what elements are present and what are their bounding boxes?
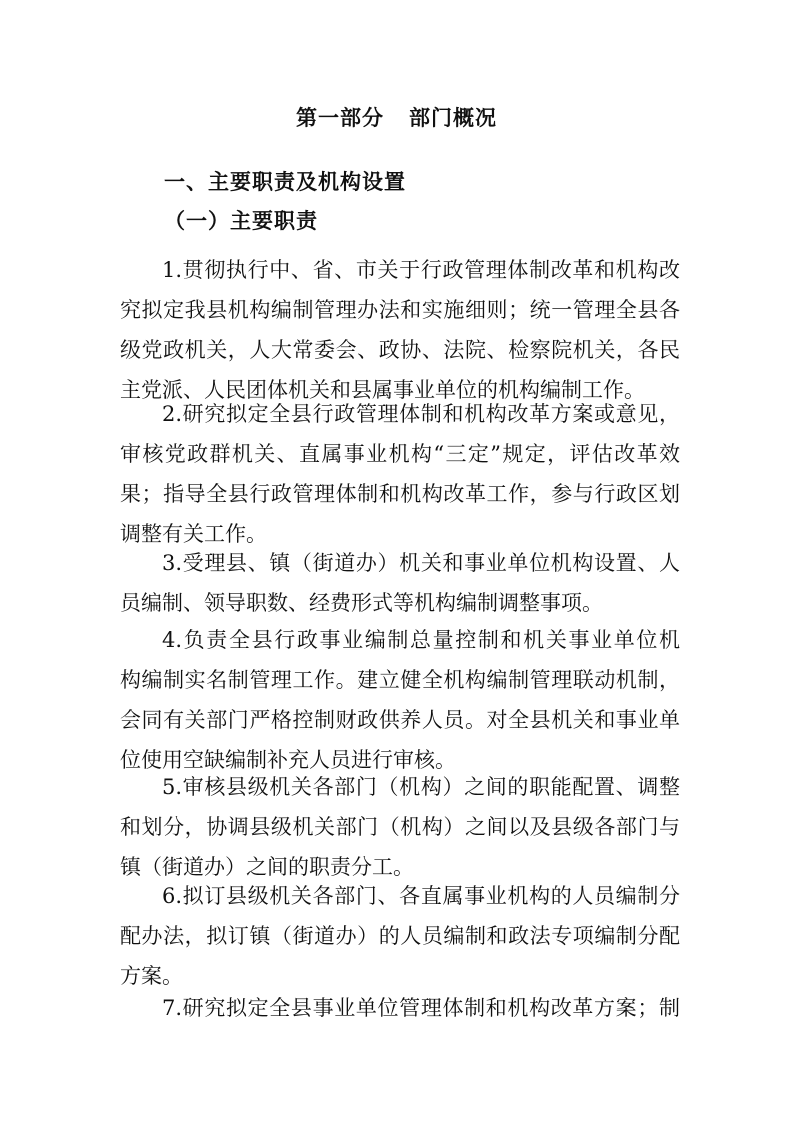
text-line: 级党政机关，人大常委会、政协、法院、检察院机关，各民 xyxy=(120,338,680,362)
subsection-heading: （一）主要职责 xyxy=(164,209,318,233)
text-line: 会同有关部门严格控制财政供养人员。对全县机关和事业单 xyxy=(120,708,680,732)
paragraph-4 xyxy=(120,620,680,780)
text-line: 员编制、领导职数、经费形式等机构编制调整事项。 xyxy=(120,591,603,615)
text-line: 究拟定我县机构编制管理办法和实施细则；统一管理全县各 xyxy=(120,298,680,322)
text-line: 位使用空缺编制补充人员进行审核。 xyxy=(120,748,456,772)
paragraph-1 xyxy=(120,250,680,410)
text-line: 审核党政群机关、直属事业机构“三定”规定，评估改革效 xyxy=(120,442,680,466)
text-line: 和划分，协调县级机关部门（机构）之间以及县级各部门与 xyxy=(120,815,680,839)
text-line: 方案。 xyxy=(120,964,183,988)
text-line: 构编制实名制管理工作。建立健全机构编制管理联动机制， xyxy=(120,668,680,692)
text-line: 1.贯彻执行中、省、市关于行政管理体制改革和机构改 xyxy=(162,258,680,282)
text-line: 2.研究拟定全县行政管理体制和机构改革方案或意见， xyxy=(162,402,680,426)
paragraph-2 xyxy=(120,394,680,554)
text-line: 镇（街道办）之间的职责分工。 xyxy=(120,855,414,879)
paragraph-3 xyxy=(120,543,680,623)
paragraph-6 xyxy=(120,876,680,996)
paragraph-5 xyxy=(120,767,680,887)
text-line: 主党派、人民团体机关和县属事业单位的机构编制工作。 xyxy=(120,378,645,402)
text-line: 7.研究拟定全县事业单位管理体制和机构改革方案；制 xyxy=(162,996,680,1020)
page-title: 第一部分 部门概况 xyxy=(296,106,497,130)
section-heading: 一、主要职责及机构设置 xyxy=(164,170,406,194)
text-line: 配办法，拟订镇（街道办）的人员编制和政法专项编制分配 xyxy=(120,924,680,948)
text-line: 3.受理县、镇（街道办）机关和事业单位机构设置、人 xyxy=(162,551,680,575)
text-line: 果；指导全县行政管理体制和机构改革工作，参与行政区划 xyxy=(120,482,680,506)
paragraph-7 xyxy=(120,988,680,1028)
text-line: 5.审核县级机关各部门（机构）之间的职能配置、调整 xyxy=(162,775,680,799)
text-line: 6.拟订县级机关各部门、各直属事业机构的人员编制分 xyxy=(162,884,680,908)
text-line: 调整有关工作。 xyxy=(120,522,267,546)
text-line: 4.负责全县行政事业编制总量控制和机关事业单位机 xyxy=(162,628,680,652)
